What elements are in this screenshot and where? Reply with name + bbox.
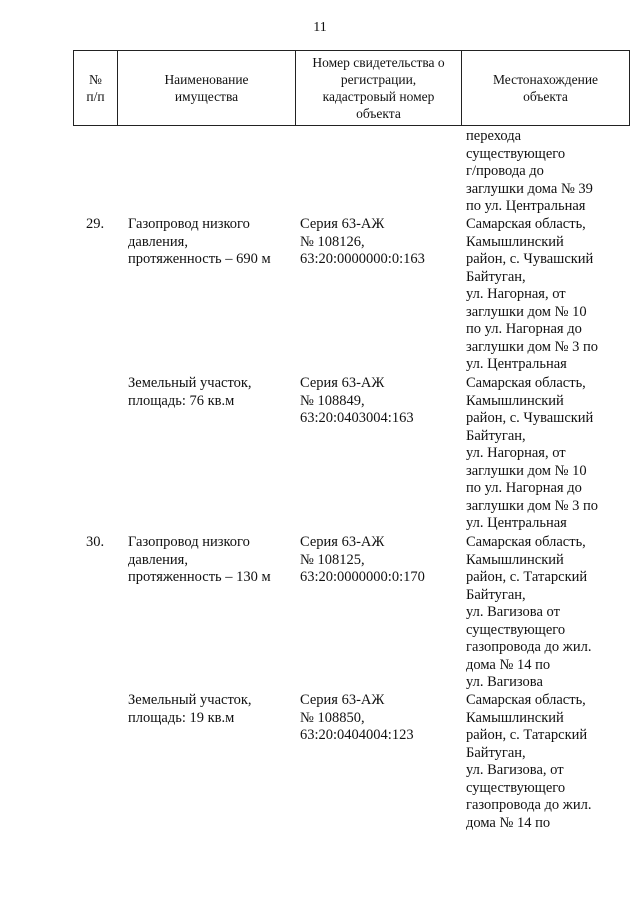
location-line: заглушки дом № 10 xyxy=(466,303,587,320)
location-line: Камышлинский xyxy=(466,551,564,568)
location-line: ул. Вагизова xyxy=(466,674,543,690)
location-line: заглушки дом № 3 по xyxy=(466,497,598,514)
location-line: существующего xyxy=(466,779,566,796)
header-line: объекта xyxy=(523,89,568,104)
location-line: Самарская область, xyxy=(466,692,586,708)
location-cell xyxy=(466,128,616,216)
name-line: Газопровод низкого xyxy=(128,216,250,232)
registration-line: Серия 63-АЖ xyxy=(300,534,385,550)
header-line: кадастровый номер xyxy=(322,89,435,104)
name-line: протяженность – 130 м xyxy=(128,569,271,585)
name-line: площадь: 19 кв.м xyxy=(128,709,235,726)
location-line: район, с. Татарский xyxy=(466,727,588,743)
location-cell xyxy=(466,375,616,533)
location-line: существующего xyxy=(466,145,566,162)
registration-line: Серия 63-АЖ xyxy=(300,216,385,232)
registration-cell xyxy=(300,216,460,269)
location-line: г/провода до xyxy=(466,163,544,179)
registration-cell xyxy=(300,692,460,745)
location-line: перехода xyxy=(466,128,522,144)
location-line: газопровода до жил. xyxy=(466,639,592,655)
name-line: давления, xyxy=(128,233,188,250)
row-number: 30. xyxy=(86,534,105,550)
header-line: Номер свидетельства о xyxy=(312,55,445,70)
registration-line: № 108850, xyxy=(300,709,365,726)
registration-line: 63:20:0403004:163 xyxy=(300,410,414,426)
name-line: Газопровод низкого xyxy=(128,534,250,550)
location-line: Камышлинский xyxy=(466,233,564,250)
location-line: ул. Вагизова от xyxy=(466,604,560,620)
location-line: ул. Вагизова, от xyxy=(466,762,564,778)
location-line: ул. Нагорная, от xyxy=(466,445,566,461)
page-number: 11 xyxy=(313,20,327,35)
location-line: Байтуган, xyxy=(466,586,526,603)
name-line: Земельный участок, xyxy=(128,375,252,391)
location-cell xyxy=(466,216,616,374)
location-line: по ул. Нагорная до xyxy=(466,321,582,337)
location-line: Самарская область, xyxy=(466,216,586,232)
location-line: Самарская область, xyxy=(466,375,586,391)
header-name xyxy=(118,51,296,126)
header-line: Местонахождение xyxy=(492,72,599,87)
header-line: Наименование xyxy=(164,72,249,87)
name-line: площадь: 76 кв.м xyxy=(128,392,235,409)
location-line: Камышлинский xyxy=(466,392,564,409)
location-line: по ул. Центральная xyxy=(466,198,586,214)
registration-line: № 108125, xyxy=(300,551,365,568)
property-name-cell xyxy=(128,692,293,727)
header-line: регистрации, xyxy=(340,72,417,87)
location-line: район, с. Татарский xyxy=(466,569,588,585)
table-header xyxy=(73,50,630,126)
location-cell xyxy=(466,534,616,692)
location-line: Байтуган, xyxy=(466,744,526,761)
location-line: существующего xyxy=(466,621,566,638)
header-location xyxy=(462,51,630,126)
location-line: район, с. Чувашский xyxy=(466,251,594,267)
row-number: 29. xyxy=(86,216,105,232)
registration-cell xyxy=(300,375,460,428)
header-line: п/п xyxy=(86,89,105,104)
location-line: заглушки дома № 39 xyxy=(466,180,593,197)
name-line: давления, xyxy=(128,551,188,568)
property-name-cell xyxy=(128,216,293,269)
registration-cell xyxy=(300,534,460,587)
location-line: газопровода до жил. xyxy=(466,797,592,813)
property-name-cell xyxy=(128,534,293,587)
location-line: дома № 14 по xyxy=(466,814,551,831)
location-cell xyxy=(466,692,616,832)
registration-line: № 108126, xyxy=(300,233,365,250)
location-line: Камышлинский xyxy=(466,709,564,726)
header-line: № xyxy=(89,72,102,87)
header-registration xyxy=(296,51,462,126)
name-line: протяженность – 690 м xyxy=(128,251,271,267)
registration-line: 63:20:0404004:123 xyxy=(300,727,414,743)
location-line: Байтуган, xyxy=(466,268,526,285)
location-line: район, с. Чувашский xyxy=(466,410,594,426)
registration-line: 63:20:0000000:0:163 xyxy=(300,251,425,267)
header-number xyxy=(74,51,118,126)
registration-line: № 108849, xyxy=(300,392,365,409)
location-line: заглушки дом № 10 xyxy=(466,462,587,479)
header-line: имущества xyxy=(174,89,239,104)
location-line: Байтуган, xyxy=(466,427,526,444)
location-line: ул. Нагорная, от xyxy=(466,286,566,302)
location-line: заглушки дом № 3 по xyxy=(466,338,598,355)
registration-line: Серия 63-АЖ xyxy=(300,692,385,708)
property-name-cell xyxy=(128,375,293,410)
location-line: ул. Центральная xyxy=(466,515,567,531)
location-line: по ул. Нагорная до xyxy=(466,480,582,496)
name-line: Земельный участок, xyxy=(128,692,252,708)
location-line: дома № 14 по xyxy=(466,656,551,673)
location-line: ул. Центральная xyxy=(466,356,567,372)
header-line: объекта xyxy=(356,106,401,121)
registration-line: 63:20:0000000:0:170 xyxy=(300,569,425,585)
location-line: Самарская область, xyxy=(466,534,586,550)
registration-line: Серия 63-АЖ xyxy=(300,375,385,391)
